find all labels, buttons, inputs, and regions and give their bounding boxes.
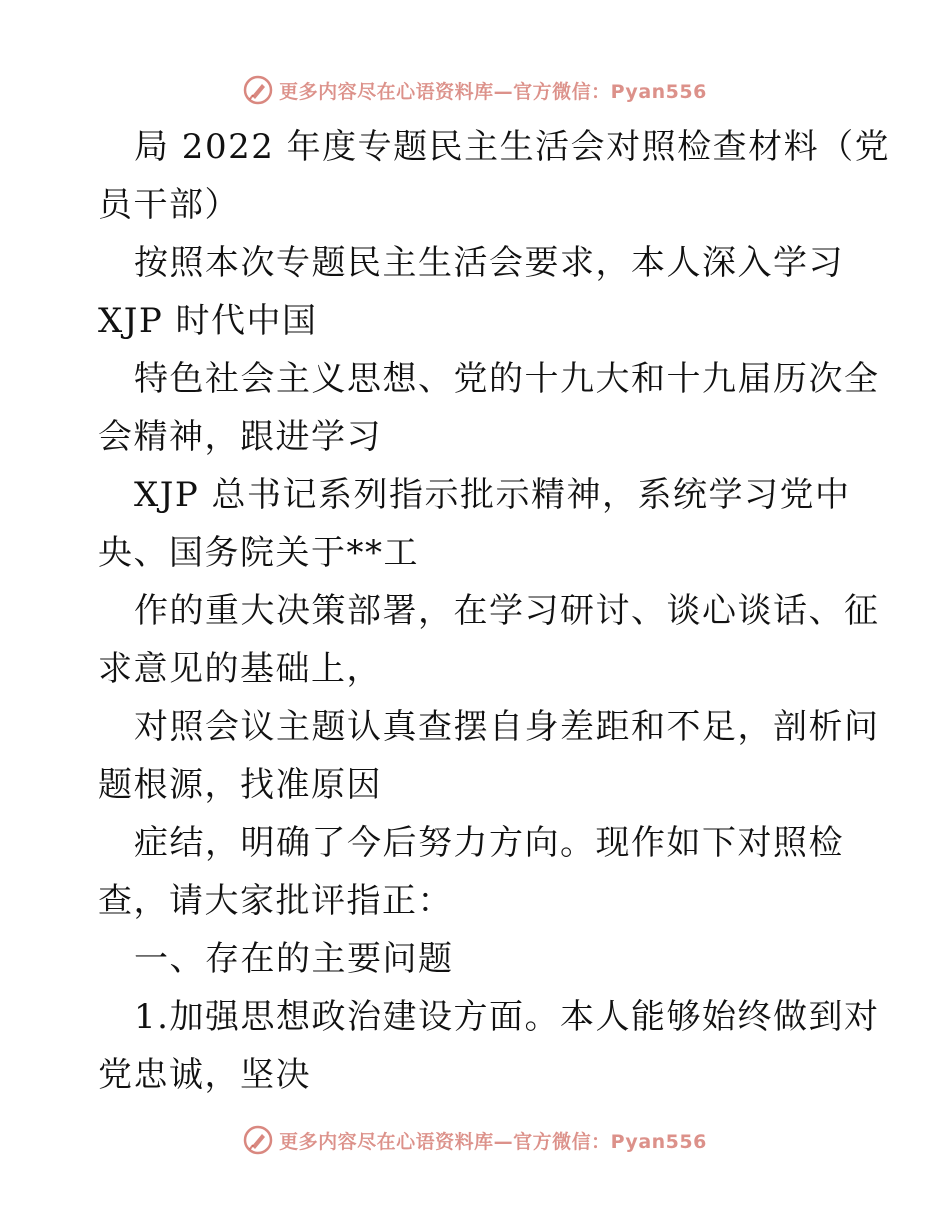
- text-line: 作的重大决策部署，在学习研讨、谈心谈话、征: [134, 591, 880, 631]
- text-line: 题根源，找准原因: [98, 765, 382, 805]
- watermark-text: 更多内容尽在心语资料库—官方微信：Pyan556: [279, 1130, 707, 1153]
- text-line: 会精神，跟进学习: [98, 417, 382, 457]
- text-line: 对照会议主题认真查摆自身差距和不足，剖析问: [134, 707, 880, 747]
- text-line: 党忠诚，坚决: [98, 1055, 311, 1095]
- text-line: 特色社会主义思想、党的十九大和十九届历次全: [134, 359, 880, 399]
- text-line: 按照本次专题民主生活会要求，本人深入学习: [134, 243, 844, 283]
- pen-seal-icon: [243, 1125, 273, 1155]
- text-line: 1.加强思想政治建设方面。本人能够始终做到对: [134, 997, 880, 1037]
- section-heading: 一、存在的主要问题: [134, 939, 454, 979]
- footer-watermark: [0, 1120, 950, 1160]
- text-line: 央、国务院关于**工: [98, 533, 419, 573]
- text-line: XJP 时代中国: [98, 301, 318, 341]
- text-line: 求意见的基础上，: [98, 649, 382, 689]
- text-line: 症结，明确了今后努力方向。现作如下对照检: [134, 823, 844, 863]
- header-watermark: [0, 70, 950, 110]
- text-line: 局 2022 年度专题民主生活会对照检查材料（党: [134, 127, 891, 167]
- text-line: XJP 总书记系列指示批示精神，系统学习党中: [134, 475, 851, 515]
- document-body: [98, 118, 891, 1104]
- text-line: 查，请大家批评指正：: [98, 881, 453, 921]
- watermark-text: 更多内容尽在心语资料库—官方微信：Pyan556: [279, 80, 707, 103]
- text-line: 员干部）: [98, 185, 240, 225]
- pen-seal-icon: [243, 75, 273, 105]
